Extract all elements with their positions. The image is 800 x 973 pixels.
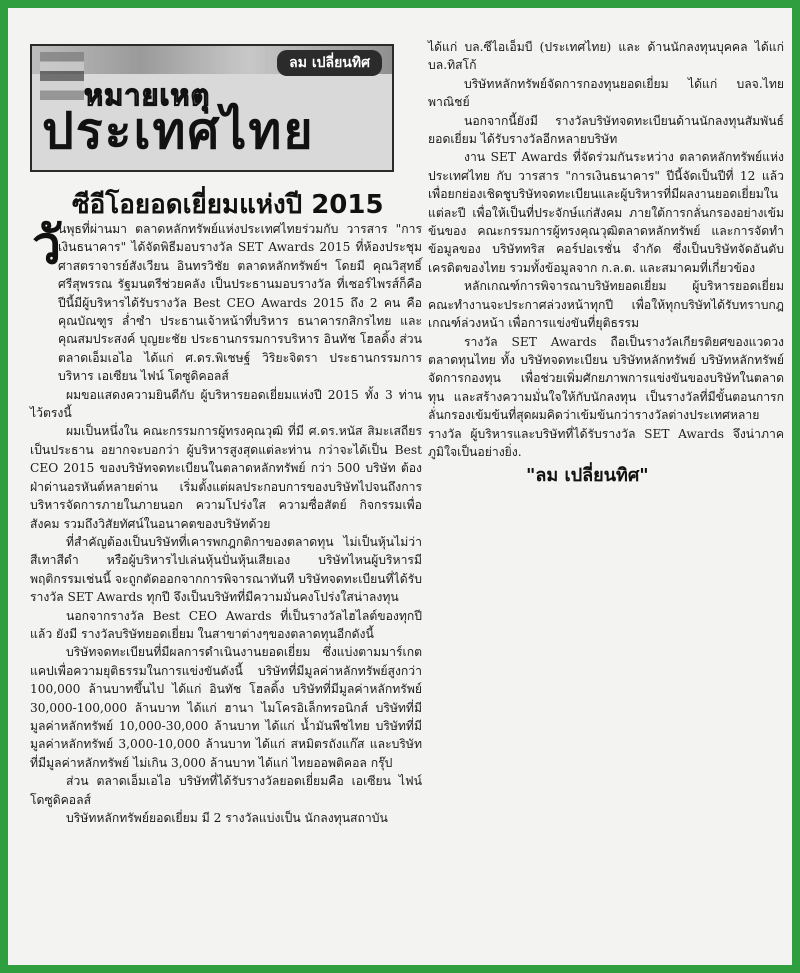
right-paragraph: รางวัล SET Awards ถือเป็นรางวัลเกียรติยศของแวดวงตลาดทุนไทย ทั้ง บริษัทจดทะเบียน บริษัทหลักทรัพย์ บริษัทหลักทรัพย์จัดการกองทุน เพื่อช่วยเพิ่มศักยภาพการแข่งขันของบริษัทในตลาดทุน และสร้างความมั่นใจให้กับนักลงทุน เป็นรางวัลที่มีขั้นตอนการกลั่นกรองเข้มข้นที่สุดผมคิดว่าเข้มข้นกว่ารางวัลต่างประเทศหลายรางวัล ผู้บริหารและบริษัทที่ได้รับรางวัล SET Awards จึงน่าภาคภูมิใจเป็นอย่างยิ่ง. (428, 334, 784, 459)
left-paragraph: ผมเป็นหนึ่งใน คณะกรรมการผู้ทรงคุณวุฒิ ที่มี ศ.ดร.หนัส สิมะเสถียร เป็นประธาน อยากจะบอกว่า ผู้บริหารสูงสุดแต่ละท่าน กว่าจะได้เป็น Best CEO 2015 ของบริษัทจดทะเบียนในตลาดหลักทรัพย์ กว่า 500 บริษัท ต้องฝ่าด่านอรหันต์หลายด่าน เริ่มตั้งแต่ผลประกอบการของบริษัทไปจนถึงการบริหารจัดการภายในภายนอก ความโปร่งใส ความซื่อสัตย์ กิจกรรมเพื่อสังคม รวมถึงวิสัยทัศน์ในอนาคตของบริษัทด้วย (30, 424, 422, 531)
left-column (30, 216, 422, 827)
drop-cap: วั (32, 216, 62, 276)
masthead-big-title: ประเทศไทย (42, 102, 315, 160)
left-paragraph: บริษัทจดทะเบียนที่มีผลการดำเนินงานยอดเยี่ยม ซึ่งแบ่งตามมาร์เกตแคปเพื่อความยุติธรรมในการแข่งขันดังนี้ บริษัทที่มีมูลค่าหลักทรัพย์สูงกว่า 100,000 ล้านบาทขึ้นไป ได้แก่ อินทัช โฮลดิ้ง บริษัทที่มีมูลค่าหลักทรัพย์ 30,000-100,000 ล้านบาท ได้แก่ ฮานา ไมโครอิเล็กทรอนิกส์ บริษัทที่มีมูลค่าหลักทรัพย์ 10,000-30,000 ล้านบาท ได้แก่ น้ำมันพืชไทย บริษัทที่มีมูลค่าหลักทรัพย์ 3,000-10,000 ล้านบาท ได้แก่ สหมิตรถังแก๊ส และบริษัทที่มีมูลค่าหลักทรัพย์ ไม่เกิน 3,000 ล้านบาท ได้แก่ ไทยออพติคอล กรุ๊ป (30, 645, 422, 770)
left-paragraph: นพุธที่ผ่านมา ตลาดหลักทรัพย์แห่งประเทศไทยร่วมกับ วารสาร "การเงินธนาคาร" ได้จัดพิธีมอบรางวัล SET Awards 2015 ที่ห้องประชุมศาสตราจารย์สังเวียน อินทรวิชัย ตลาดหลักทรัพย์ฯ โดยมี คุณวิสุทธิ์ ศรีสุพรรณ รัฐมนตรีช่วยคลัง เป็นประธานมอบรางวัล ที่เซอร์ไพรส์ก็คือปีนี้มีผู้บริหารได้รับรางวัล Best CEO Awards 2015 ถึง 2 คน คือ คุณบัณฑูร ล่ำซำ ประธานเจ้าหน้าที่บริหาร ธนาคารกสิกรไทย และ คุณสมประสงค์ บุญยะชัย ประธานกรรมการบริหาร อินทัช โฮลดิ้ง ส่วนตลาดเอ็มเอไอ ได้แก่ ศ.ดร.พิเชษฐ์ วิริยะจิตรา ประธานกรรมการบริหาร เอเซียน ไฟน์ โดซูดิคอลส์ (58, 222, 422, 384)
masthead-small-title: หมายเหตุ (84, 78, 211, 112)
author-badge: ลม เปลี่ยนทิศ (277, 50, 382, 76)
right-column (428, 38, 784, 461)
right-paragraph: นอกจากนี้ยังมี รางวัลบริษัทจดทะเบียนด้านนักลงทุนสัมพันธ์ยอดเยี่ยม ได้รับรางวัลอีกหลายบริษัท (428, 113, 784, 147)
left-paragraph: บริษัทหลักทรัพย์ยอดเยี่ยม มี 2 รางวัลแบ่งเป็น นักลงทุนสถาบัน (66, 811, 388, 825)
left-paragraph: นอกจากรางวัล Best CEO Awards ที่เป็นรางวัลไฮไลต์ของทุกปีแล้ว ยังมี รางวัลบริษัทยอดเยี่ยม ในสาขาต่างๆของตลาดทุนอีกดังนี้ (30, 608, 422, 641)
newspaper-clipping (8, 8, 792, 965)
right-paragraph: บริษัทหลักทรัพย์จัดการกองทุนยอดเยี่ยม ได้แก่ บลจ.ไทยพาณิชย์ (428, 76, 784, 110)
left-paragraph: ส่วน ตลาดเอ็มเอไอ บริษัทที่ได้รับรางวัลยอดเยี่ยมคือ เอเซียน ไฟน์ โดซูดิคอลส์ (30, 774, 422, 807)
thai-flag-graphic (40, 52, 84, 100)
article-headline: ซีอีโอยอดเยี่ยมแห่งปี 2015 (72, 190, 384, 220)
left-paragraph: ผมขอแสดงความยินดีกับ ผู้บริหารยอดเยี่ยมแห่งปี 2015 ทั้ง 3 ท่านไว้ตรงนี้ (30, 387, 422, 421)
left-paragraph: ที่สำคัญต้องเป็นบริษัทที่เคารพกฎกติกาของตลาดทุน ไม่เป็นหุ้นไม่ว่าสีเทาสีดำ หรือผู้บริหารไปเล่นหุ้นปั่นหุ้นเสียเอง บริษัทไหนผู้บริหารมีพฤติกรรมเช่นนี้ จะถูกตัดออกจากการพิจารณาทันที บริษัทจดทะเบียนที่ได้รับรางวัล SET Awards ทุกปี จึงเป็นบริษัทที่มีความมั่นคงโปร่งใสน่าลงทุน (30, 534, 422, 605)
right-paragraph: งาน SET Awards ที่จัดร่วมกันระหว่าง ตลาดหลักทรัพย์แห่งประเทศไทย กับ วารสาร "การเงินธนาคาร" ปีนี้จัดเป็นปีที่ 12 แล้ว เพื่อยกย่องเชิดชูบริษัทจดทะเบียนและผู้บริหารที่มีผลงานยอดเยี่ยมในแต่ละปี เพื่อให้เป็นที่ประจักษ์แก่สังคม ภายใต้การกลั่นกรองอย่างเข้มข้นของ คณะกรรมการผู้ทรงคุณวุฒิตลาดหลักทรัพย์ และการจัดทำข้อมูลของ บริษัททริส คอร์ปอเรชั่น จำกัด ซึ่งเป็นบริษัทจัดอันดับเครดิตของไทย รวมทั้งข้อมูลจาก ก.ล.ต. และสมาคมที่เกี่ยวข้อง (428, 150, 784, 275)
column-masthead (30, 44, 394, 172)
right-paragraph: ได้แก่ บล.ซีไอเอ็มบี (ประเทศไทย) และ ด้านนักลงทุนบุคคล ได้แก่ บล.ทิสโก้ (428, 40, 784, 73)
author-signature: "ลม เปลี่ยนทิศ" (526, 465, 649, 486)
right-paragraph: หลักเกณฑ์การพิจารณาบริษัทยอดเยี่ยม ผู้บริหารยอดเยี่ยม คณะทำงานจะประกาศล่วงหน้าทุกปี เพื่อให้ทุกบริษัทได้รับทราบกฎเกณฑ์ล่วงหน้า เพื่อการแข่งขันที่ยุติธรรม (428, 279, 784, 331)
